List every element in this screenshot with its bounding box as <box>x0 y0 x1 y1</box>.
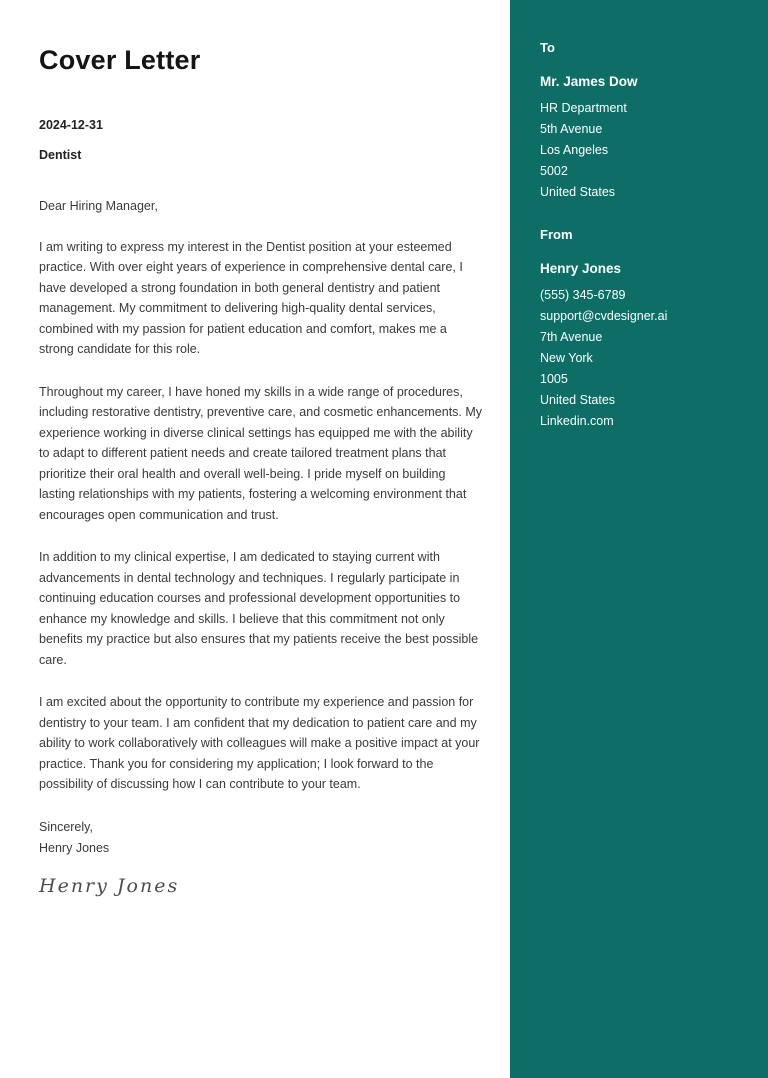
sender-phone: (555) 345-6789 <box>540 288 626 302</box>
sender-email: support@cvdesigner.ai <box>540 309 668 323</box>
paragraph-intro: I am writing to express my interest in the Dentist position at your esteemed practice. With over eight years of experience in comprehensive dental care, I have developed a strong foundation in both general dentistry and patient management. My commitment to delivering high-quality dental services, combined with my passion for patient education and comfort, makes me a strong candidate for this role. <box>39 239 463 356</box>
recipient-country: United States <box>540 185 616 199</box>
job-title: Dentist <box>39 148 82 162</box>
sender-street: 7th Avenue <box>540 330 603 344</box>
sender-country: United States <box>540 393 616 407</box>
recipient-name: Mr. James Dow <box>540 74 638 89</box>
letter-date: 2024-12-31 <box>39 118 103 132</box>
closing-word: Sincerely, <box>39 819 93 834</box>
recipient-street: 5th Avenue <box>540 122 603 136</box>
paragraph-closing: I am excited about the opportunity to contribute my experience and passion for dentistry to your team. I am confident that my dedication to patient care and my ability to work collaboratively with colleagues will make a positive impact at your practice. Thank you for considering my application; I look forward to the possibility of discussing how I can contribute to your team. <box>39 695 480 791</box>
sender-zip: 1005 <box>540 372 568 386</box>
sender-name: Henry Jones <box>39 840 110 855</box>
sidebar <box>510 0 768 1078</box>
sender-city: New York <box>540 351 593 365</box>
recipient-department: HR Department <box>540 101 627 115</box>
recipient-zip: 5002 <box>540 164 568 178</box>
recipient-section <box>540 40 740 203</box>
sender-linkedin: Linkedin.com <box>540 414 614 428</box>
sender-sidebar-name: Henry Jones <box>540 261 622 276</box>
recipient-city: Los Angeles <box>540 143 609 157</box>
from-label: From <box>540 227 573 242</box>
paragraph-development: In addition to my clinical expertise, I am dedicated to staying current with advancements in dental technology and techniques. I regularly participate in continuing education courses and professional development opportunities to enhance my knowledge and skills. I believe that this commitment not only benefits my practice but also ensures that my patients receive the best possible care. <box>39 550 479 667</box>
sender-section <box>540 227 740 432</box>
salutation: Dear Hiring Manager, <box>39 199 158 213</box>
page-title: Cover Letter <box>39 45 201 75</box>
paragraph-skills: Throughout my career, I have honed my skills in a wide range of procedures, including restorative dentistry, preventive care, and cosmetic enhancements. My experience working in diverse clinical settings has equipped me with the ability to adapt to different patient needs and create tailored treatment plans that prioritize their oral health and overall well-being. I pride myself on building lasting relationships with my patients, fostering a welcoming environment that encourages open communication and trust. <box>39 384 483 522</box>
handwritten-signature: Henry Jones <box>39 874 180 897</box>
to-label: To <box>540 40 555 55</box>
